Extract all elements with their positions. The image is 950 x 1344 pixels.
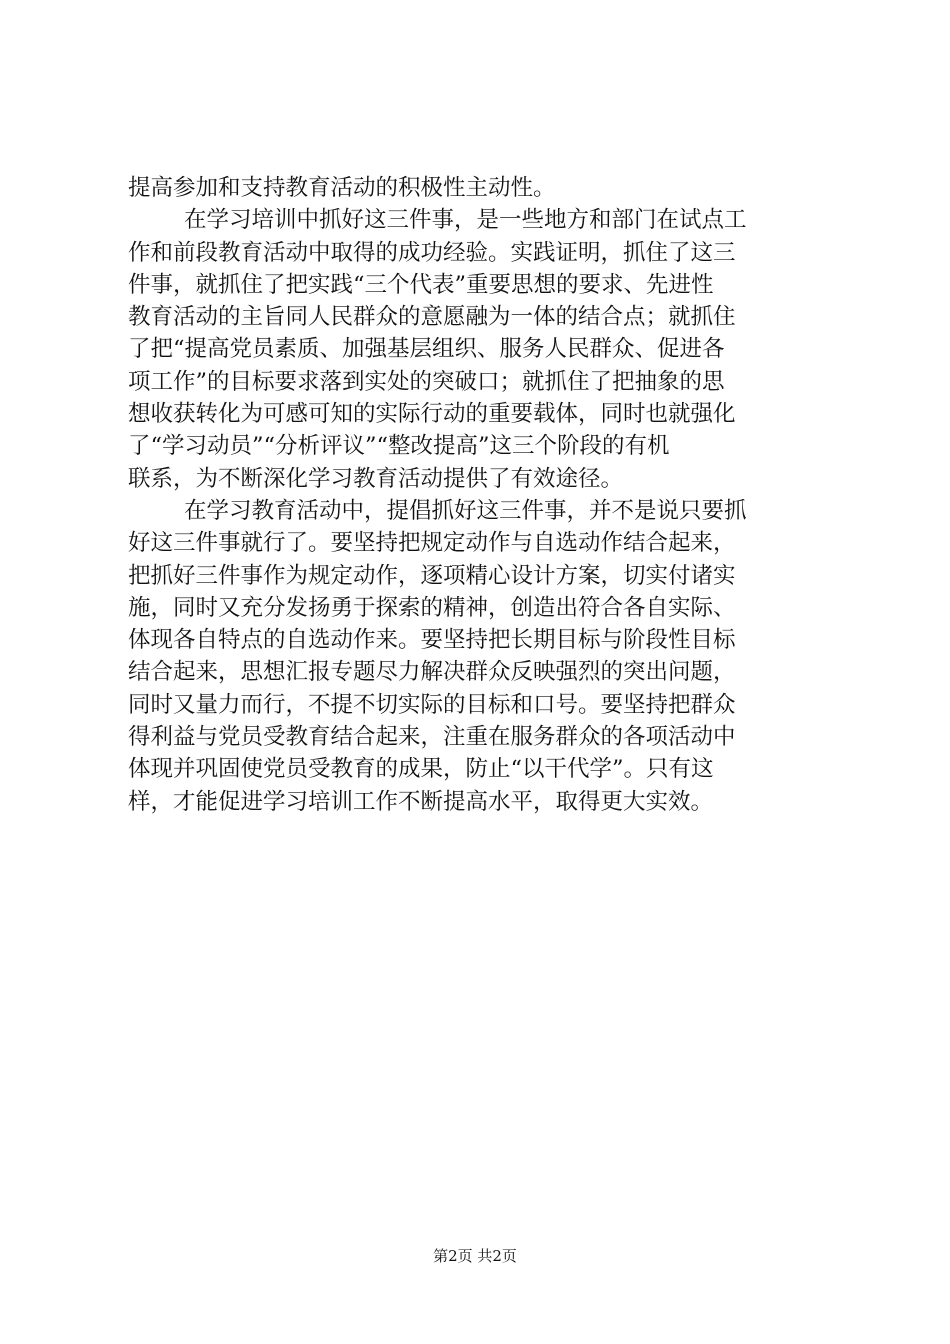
page-number-footer: 第2页 共2页 bbox=[433, 1247, 517, 1265]
text-line: 得利益与党员受教育结合起来，注重在服务群众的各项活动中 bbox=[128, 724, 736, 751]
text-line: 好这三件事就行了。要坚持把规定动作与自选动作结合起来， bbox=[128, 530, 736, 557]
text-line: 想收获转化为可感可知的实际行动的重要载体，同时也就强化 bbox=[128, 401, 736, 428]
text-line: 了“学习动员”“分析评议”“整改提高”这三个阶段的有机 bbox=[128, 433, 670, 460]
text-line: 把抓好三件事作为规定动作，逐项精心设计方案，切实付诸实 bbox=[128, 562, 736, 589]
text-line: 样，才能促进学习培训工作不断提高水平，取得更大实效。 bbox=[128, 788, 714, 815]
paragraph-start-line: 在学习教育活动中，提倡抓好这三件事，并不是说只要抓 bbox=[184, 497, 747, 524]
text-line: 件事，就抓住了把实践“三个代表”重要思想的要求、先进性 bbox=[128, 271, 714, 298]
text-line: 施，同时又充分发扬勇于探索的精神，创造出符合各自实际、 bbox=[128, 594, 736, 621]
text-line: 体现并巩固使党员受教育的成果，防止“以干代学”。只有这 bbox=[128, 756, 714, 783]
text-line: 教育活动的主旨同人民群众的意愿融为一体的结合点；就抓住 bbox=[128, 304, 736, 331]
text-line: 提高参加和支持教育活动的积极性主动性。 bbox=[128, 175, 556, 201]
paragraph-start-line: 在学习培训中抓好这三件事，是一些地方和部门在试点工 bbox=[184, 207, 747, 234]
document-body bbox=[128, 172, 838, 818]
text-line: 联系，为不断深化学习教育活动提供了有效途径。 bbox=[128, 465, 624, 492]
text-line: 体现各自特点的自选动作来。要坚持把长期目标与阶段性目标 bbox=[128, 627, 736, 654]
text-line: 项工作”的目标要求落到实处的突破口；就抓住了把抽象的思 bbox=[128, 368, 725, 395]
text-line: 作和前段教育活动中取得的成功经验。实践证明，抓住了这三 bbox=[128, 239, 736, 266]
text-line: 结合起来，思想汇报专题尽力解决群众反映强烈的突出问题， bbox=[128, 659, 736, 686]
text-line: 了把“提高党员素质、加强基层组织、服务人民群众、促进各 bbox=[128, 336, 725, 363]
text-line: 同时又量力而行，不提不切实际的目标和口号。要坚持把群众 bbox=[128, 691, 736, 718]
